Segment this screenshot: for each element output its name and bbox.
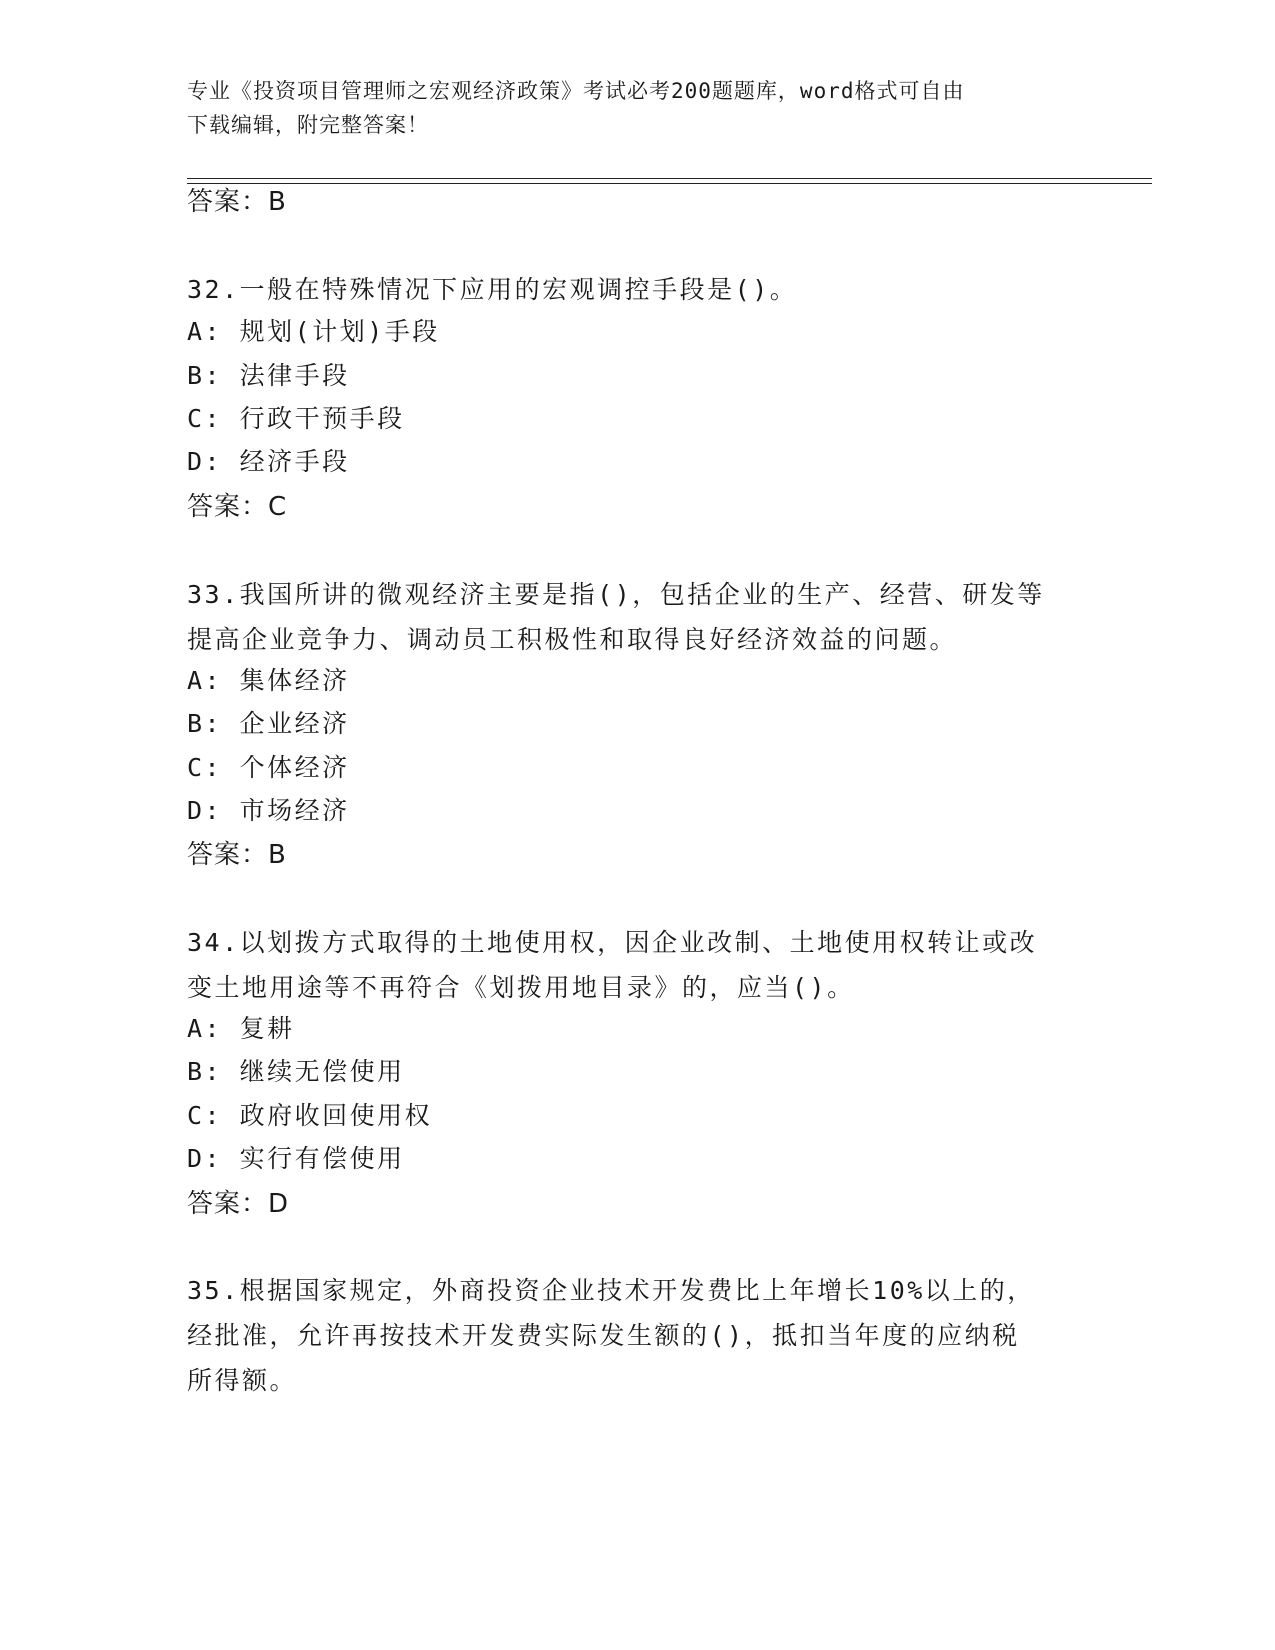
option-c: C: 个体经济 — [187, 753, 350, 782]
question-35 — [187, 1268, 1087, 1403]
option-b: B: 继续无偿使用 — [187, 1057, 405, 1086]
option-d: D: 市场经济 — [187, 796, 350, 825]
question-text-line: 33.我国所讲的微观经济主要是指()，包括企业的生产、经营、研发等 — [187, 580, 1045, 609]
question-33 — [187, 572, 1087, 662]
question-text-line: 35.根据国家规定，外商投资企业技术开发费比上年增长10%以上的， — [187, 1276, 1035, 1305]
answer-34: 答案：D — [187, 1189, 290, 1219]
header-divider — [187, 178, 1152, 184]
document-header — [187, 74, 1087, 142]
question-34 — [187, 920, 1087, 1010]
option-c: C: 行政干预手段 — [187, 404, 405, 433]
question-text-line: 经批准，允许再按技术开发费实际发生额的()，抵扣当年度的应纳税 — [187, 1321, 1020, 1350]
question-text-line: 变土地用途等不再符合《划拨用地目录》的，应当()。 — [187, 973, 855, 1002]
header-line-2: 下载编辑，附完整答案！ — [187, 113, 429, 137]
question-text-line: 32.一般在特殊情况下应用的宏观调控手段是()。 — [187, 275, 798, 304]
question-32 — [187, 267, 1087, 312]
answer-32: 答案：C — [187, 492, 288, 522]
question-text-line: 所得额。 — [187, 1366, 298, 1395]
question-text-line: 34.以划拨方式取得的土地使用权，因企业改制、土地使用权转让或改 — [187, 928, 1038, 957]
answer-previous: 答案：B — [187, 187, 287, 217]
header-line-1: 专业《投资项目管理师之宏观经济政策》考试必考200题题库，word格式可自由 — [187, 79, 965, 103]
option-b: B: 企业经济 — [187, 709, 350, 738]
option-b: B: 法律手段 — [187, 361, 350, 390]
option-d: D: 实行有偿使用 — [187, 1144, 405, 1173]
question-text-line: 提高企业竞争力、调动员工积极性和取得良好经济效益的问题。 — [187, 625, 958, 654]
answer-33: 答案：B — [187, 840, 287, 870]
option-c: C: 政府收回使用权 — [187, 1101, 433, 1130]
option-d: D: 经济手段 — [187, 447, 350, 476]
option-a: A: 规划(计划)手段 — [187, 317, 440, 346]
option-a: A: 复耕 — [187, 1014, 295, 1043]
option-a: A: 集体经济 — [187, 666, 350, 695]
